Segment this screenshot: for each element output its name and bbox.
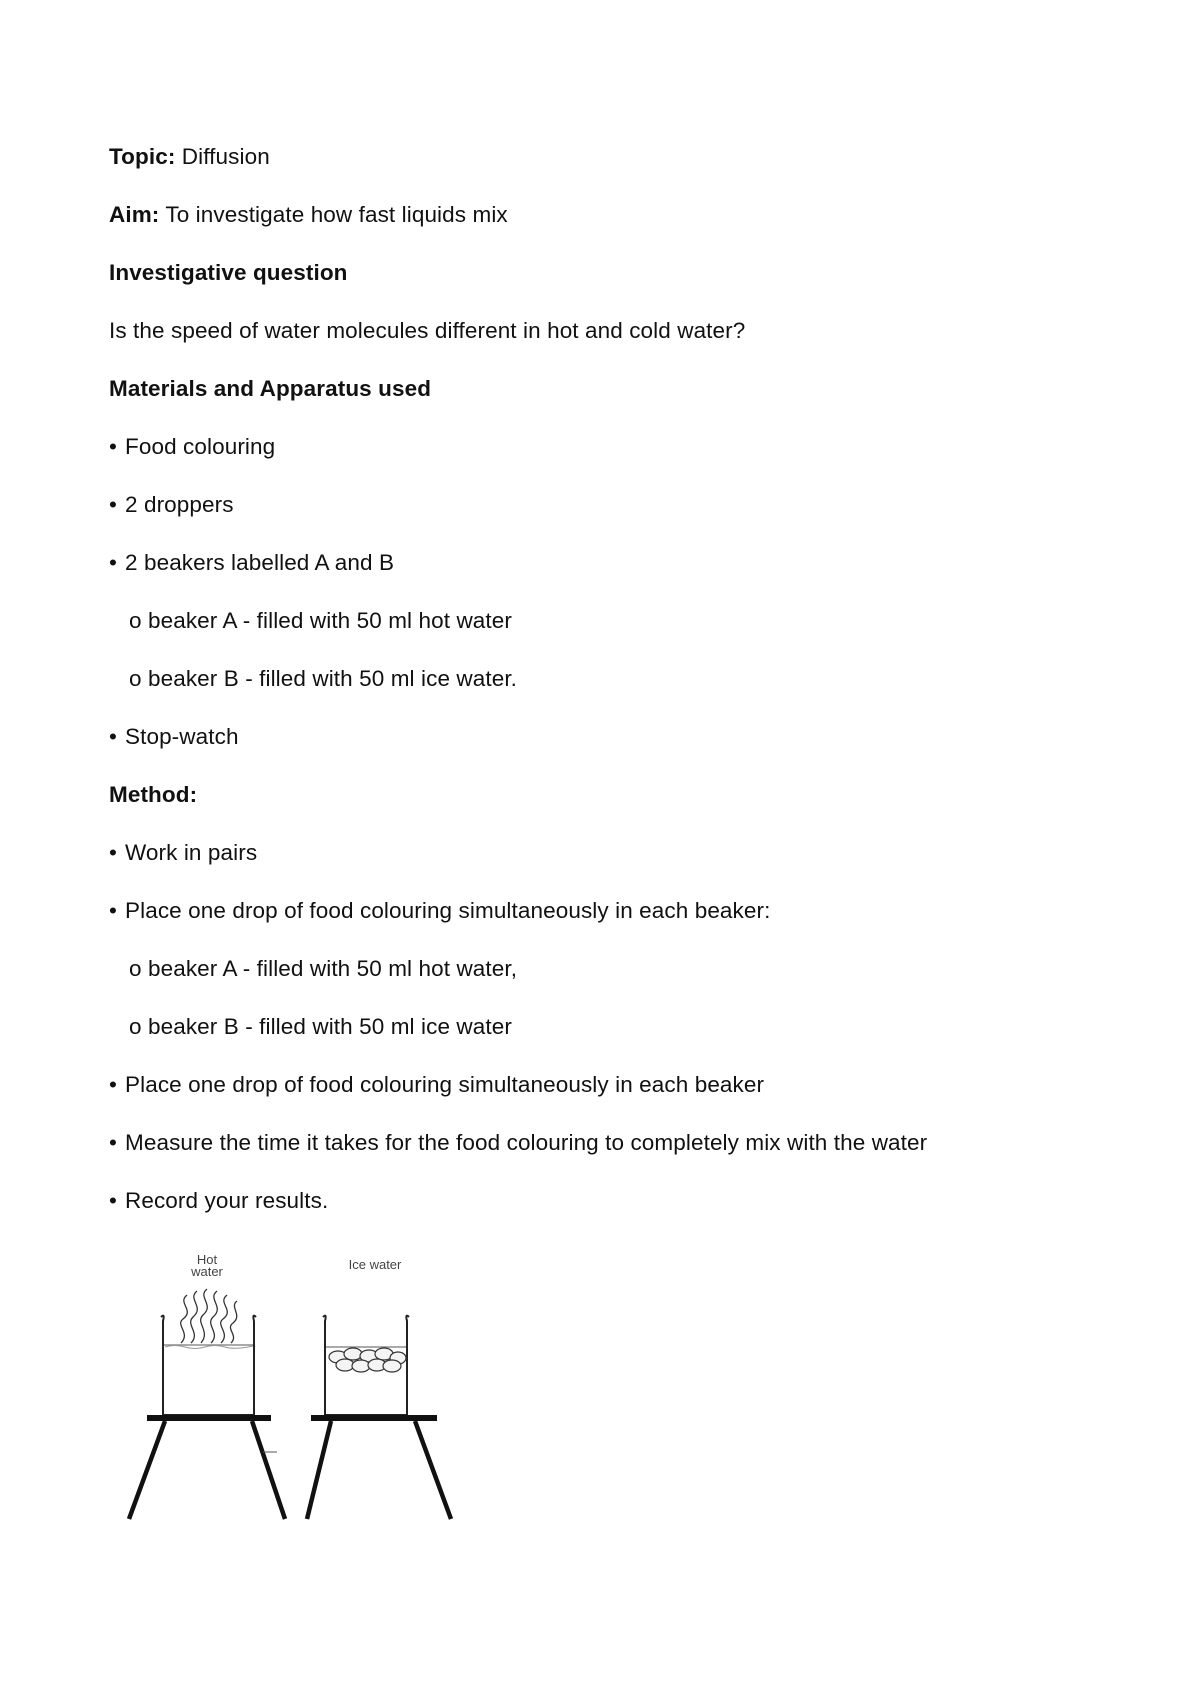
hot-water-stand [129,1415,285,1519]
bullet: • [109,724,117,749]
method-step-text: Work in pairs [125,840,258,865]
bullet: • [109,1072,117,1097]
sub-marker: o [129,956,142,981]
investigative-question-text: Is the speed of water molecules different in hot and cold water? [109,318,746,343]
bullet: • [109,550,117,575]
materials-item-text: Stop-watch [125,724,239,749]
method-subitem-text: beaker A - filled with 50 ml hot water, [147,956,518,981]
bullet: • [109,840,117,865]
steam-swirls [181,1289,237,1343]
materials-item-text: 2 beakers labelled A and B [125,550,395,575]
materials-item-text: Food colouring [125,434,276,459]
hot-water-label-line2: water [191,1264,223,1279]
aim-label: Aim: [109,202,160,227]
investigative-question-heading: Investigative question [109,260,348,285]
method-step [109,896,770,926]
bullet: • [109,492,117,517]
aim-value: To investigate how fast liquids mix [165,202,508,227]
bullet: • [109,434,117,459]
topic-label: Topic: [109,144,176,169]
method-step [109,838,257,868]
ice-cubes [329,1348,406,1372]
method-step-text: Place one drop of food colouring simultaneously in each beaker: [125,898,771,923]
hot-water-beaker [161,1316,256,1415]
beaker-diagram-svg [125,1255,475,1520]
method-subitem [129,1012,512,1042]
materials-subitem-text: beaker B - filled with 50 ml ice water. [147,666,518,691]
aim-line [109,200,508,230]
method-subitem-text: beaker B - filled with 50 ml ice water [147,1014,512,1039]
materials-item [109,548,394,578]
materials-subitem-text: beaker A - filled with 50 ml hot water [147,608,512,633]
method-step [109,1186,328,1216]
topic-line [109,142,270,172]
topic-value: Diffusion [181,144,270,169]
bullet: • [109,1130,117,1155]
ice-water-stand [307,1415,451,1519]
materials-subitem [129,664,517,694]
method-step-text: Place one drop of food colouring simultaneously in each beaker [125,1072,765,1097]
bullet: • [109,1188,117,1213]
sub-marker: o [129,1014,142,1039]
method-step-text: Measure the time it takes for the food colouring to completely mix with the water [125,1130,928,1155]
method-subitem [129,954,517,984]
materials-item [109,490,234,520]
materials-subitem [129,606,512,636]
sub-marker: o [129,666,142,691]
sub-marker: o [129,608,142,633]
method-step [109,1070,764,1100]
bullet: • [109,898,117,923]
beaker-diagram [125,1255,475,1520]
method-step [109,1128,927,1158]
method-step-text: Record your results. [125,1188,329,1213]
materials-item-text: 2 droppers [125,492,234,517]
materials-item [109,432,275,462]
materials-heading: Materials and Apparatus used [109,376,432,401]
ice-water-label: Ice water [348,1257,402,1272]
hot-water-label-line1: Hot [196,1255,218,1267]
method-heading: Method: [109,782,198,807]
materials-item [109,722,239,752]
